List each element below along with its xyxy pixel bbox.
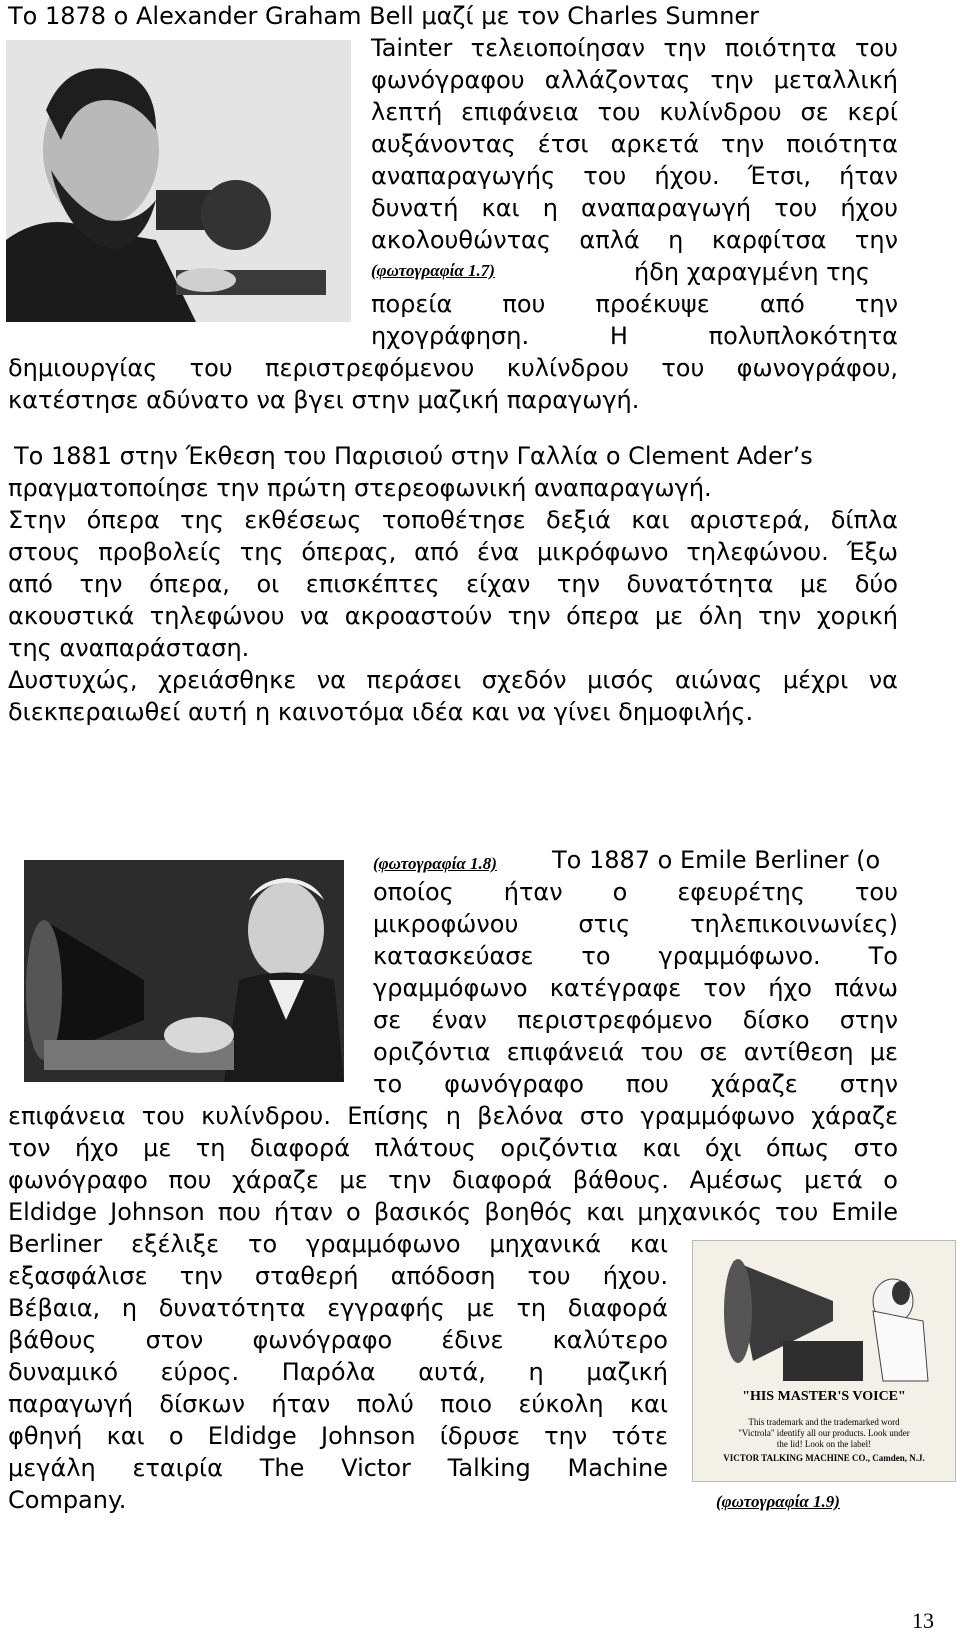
s3-line-10: τον ήχο με τη διαφορά πλάτους οριζόντια και όχι όπως στο bbox=[8, 1134, 898, 1162]
s3-line-5: γραμμόφωνο κατέγραφε τον ήχο πάνω bbox=[373, 974, 898, 1002]
s2-line-3: Στην όπερα της εκθέσεως τοποθέτησε δεξιά και αριστερά, δίπλα bbox=[8, 506, 898, 534]
s3-line-9: επιφάνεια του κυλίνδρου. Επίσης η βελόνα στο γραμμόφωνο χάραζε bbox=[8, 1102, 898, 1130]
s3-line-21: Company. bbox=[8, 1486, 127, 1514]
s3-line-18: παραγωγή δίσκων ήταν πολύ ποιο εύκολη και bbox=[8, 1390, 668, 1418]
s1-line-7: δυνατή και η αναπαραγωγή του ήχου bbox=[371, 194, 898, 222]
ad-text-3: the lid! Look on the label! bbox=[776, 1439, 872, 1449]
s1-line-12: δημιουργίας του περιστρεφόμενου κυλίνδρου του φωνογράφου, bbox=[8, 354, 898, 382]
s3-line-20: μεγάλη εταιρία The Victor Talking Machine bbox=[8, 1454, 668, 1482]
berliner-photo-icon bbox=[24, 860, 344, 1082]
s3-line-17: δυναμικό εύρος. Παρόλα αυτά, η μαζική bbox=[8, 1358, 668, 1386]
s1-line-6: αναπαραγωγής του ήχου. Έτσι, ήταν bbox=[371, 162, 898, 190]
s2-line-4: στους προβολείς της όπερας, από ένα μικρόφωνο τηλεφώνου. Έξω bbox=[8, 538, 898, 566]
s2-line-8: Δυστυχώς, χρειάσθηκε να περάσει σχεδόν μισός αιώνας μέχρι να bbox=[8, 666, 898, 694]
s2-line-1: Το 1881 στην Έκθεση του Παρισιού στην Γαλλία ο Clement Ader’s bbox=[14, 442, 813, 470]
s1-line-4: λεπτή επιφάνεια του κυλίνδρου σε κερί bbox=[371, 98, 898, 126]
s3-line-16: βάθους στον φωνόγραφο έδινε καλύτερο bbox=[8, 1326, 668, 1354]
s1-line-2: Tainter τελειοποίησαν την ποιότητα του bbox=[371, 34, 898, 62]
s1-line-13: κατέστησε αδύνατο να βγει στην μαζική παραγωγή. bbox=[8, 386, 640, 414]
s1-line-1: Το 1878 ο Alexander Graham Bell μαζί με τον Charles Sumner bbox=[8, 2, 760, 30]
caption-photo-1-8: (φωτογραφία 1.8) bbox=[373, 854, 497, 873]
photo-berliner-with-gramophone bbox=[24, 860, 344, 1082]
ad-text-1: This trademark and the trademarked word bbox=[748, 1417, 900, 1427]
caption-photo-1-9: (φωτογραφία 1.9) bbox=[716, 1492, 840, 1511]
s3-line-1: Το 1887 ο Emile Berliner (ο bbox=[552, 846, 881, 874]
s3-line-19: φθηνή και ο Eldidge Johnson ίδρυσε την τότε bbox=[8, 1422, 668, 1450]
s3-line-2: οποίος ήταν ο εφευρέτης του bbox=[373, 878, 898, 906]
photo-his-masters-voice-ad bbox=[692, 1240, 956, 1482]
s3-line-15: Βέβαια, η δυνατότητα εγγραφής με τη διαφορά bbox=[8, 1294, 668, 1322]
bell-photo-icon bbox=[6, 40, 351, 322]
s2-line-5: από την όπερα, οι επισκέπτες είχαν την δυνατότητα με δύο bbox=[8, 570, 898, 598]
s2-line-2: πραγματοποίησε την πρώτη στερεοφωνική αναπαραγωγή. bbox=[8, 474, 712, 502]
s1-line-10: πορεία που προέκυψε από την bbox=[371, 290, 898, 318]
ad-company: VICTOR TALKING MACHINE CO., Camden, N.J. bbox=[723, 1453, 925, 1463]
s1-line-5: αυξάνοντας έτσι αρκετά την ποιότητα bbox=[371, 130, 898, 158]
s2-line-9: διεκπεραιωθεί αυτή η καινοτόμα ιδέα και να γίνει δημοφιλής. bbox=[8, 698, 754, 726]
s3-line-12: Eldidge Johnson που ήταν ο βασικός βοηθός και μηχανικός του Emile bbox=[8, 1198, 898, 1226]
ad-title: "HIS MASTER'S VOICE" bbox=[742, 1389, 906, 1404]
s3-line-6: σε έναν περιστρεφόμενο δίσκο στην bbox=[373, 1006, 898, 1034]
s1-line-8: ακολουθώντας απλά η καρφίτσα την bbox=[371, 226, 898, 254]
s3-line-4: κατασκεύασε το γραμμόφωνο. Το bbox=[373, 942, 898, 970]
photo-bell-speaking-into-phonograph bbox=[6, 40, 351, 322]
s3-line-14: εξασφάλισε την σταθερή απόδοση του ήχου. bbox=[8, 1262, 668, 1290]
s3-line-7: οριζόντια επιφάνειά του σε αντίθεση με bbox=[373, 1038, 898, 1066]
s3-line-13: Berliner εξέλιξε το γραμμόφωνο μηχανικά και bbox=[8, 1230, 668, 1258]
page-number: 13 bbox=[912, 1608, 934, 1633]
s1-line-9: ήδη χαραγμένη της bbox=[634, 258, 870, 286]
s2-line-6: ακουστικά τηλεφώνου να ακροαστούν την όπερα με όλη την χορική bbox=[8, 602, 898, 630]
caption-photo-1-7: (φωτογραφία 1.7) bbox=[371, 261, 495, 280]
s2-line-7: της αναπαράσταση. bbox=[8, 634, 250, 662]
s3-line-3: μικροφώνου στις τηλεπικοινωνίες) bbox=[373, 910, 898, 938]
ad-text-2: "Victrola" identify all our products. Look under bbox=[738, 1428, 910, 1438]
s1-line-11: ηχογράφηση. Η πολυπλοκότητα bbox=[371, 322, 898, 350]
s3-line-8: το φωνόγραφο που χάραζε στην bbox=[373, 1070, 898, 1098]
s3-line-11: φωνόγραφο που χάραζε με την διαφορά βάθους. Αμέσως μετά ο bbox=[8, 1166, 898, 1194]
dog-gramophone-icon bbox=[693, 1241, 955, 1391]
s1-line-3: φωνόγραφου αλλάζοντας την μεταλλική bbox=[371, 66, 898, 94]
